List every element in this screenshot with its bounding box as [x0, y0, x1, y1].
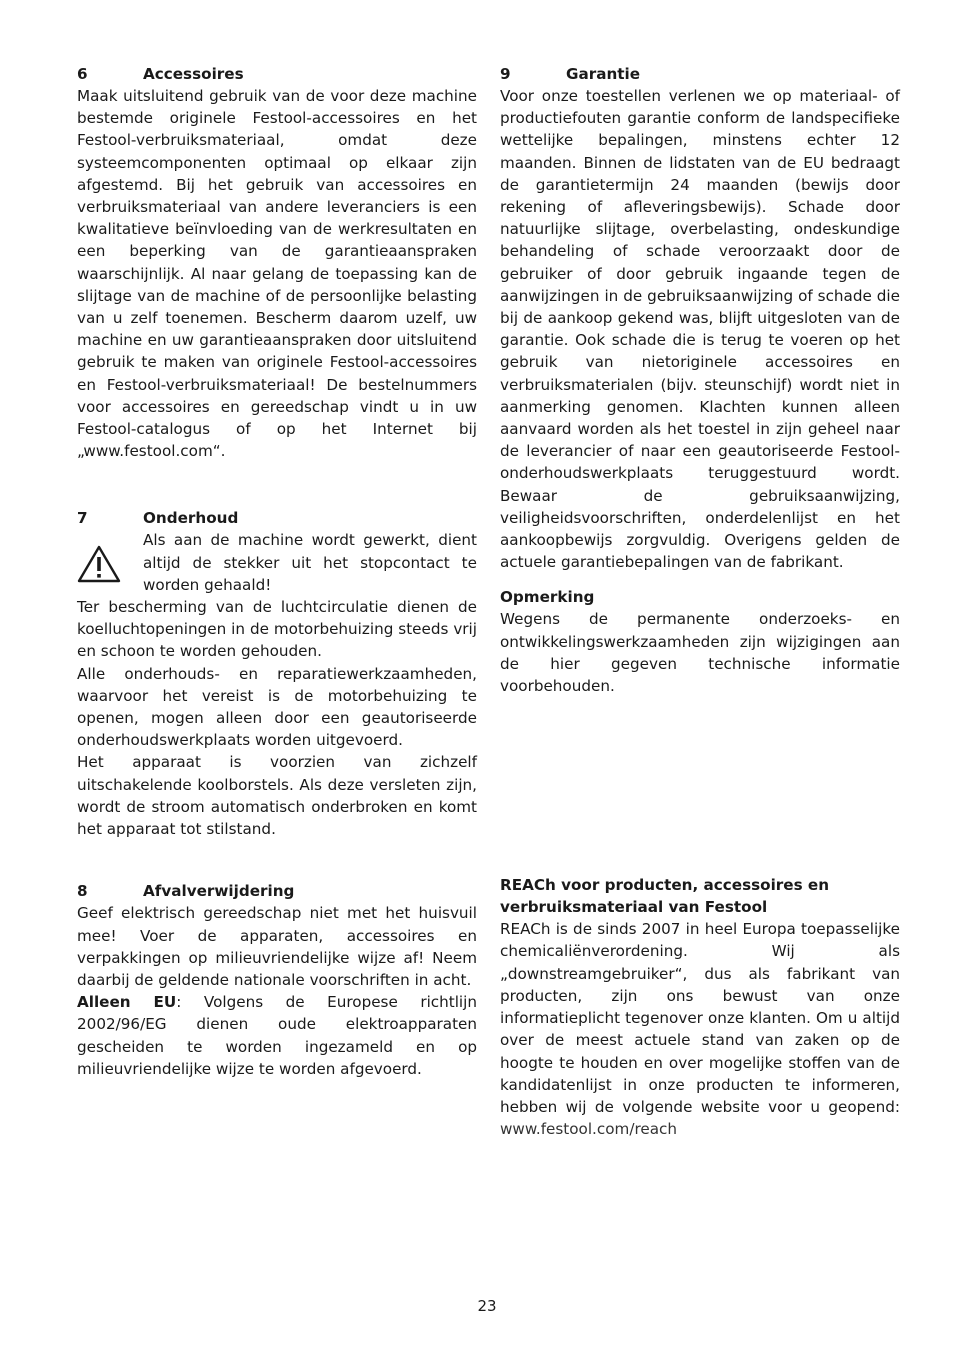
- section-6-body: Maak uitsluitend gebruik van de voor deze machine bestemde originele Festool-accessoires en het Festool-verbruiksmateriaal, omdat deze systeemcomponenten optimaal op elkaar zijn afgestemd. Bij het gebruik van accessoires en verbruiksmateriaal van andere leveranciers is een kwalitatieve beïnvloeding van de werkresultaten en een beperking van de garantieaanspraken waarschijnlijk. Al naar gelang de toepassing kan de slijtage van de machine of de persoonlijke belasting van u zelf toenemen. Bescherm daarom uzelf, uw machine en uw garantieaanspraken door uitsluitend gebruik te maken van originele Festool-accessoires en Festool-verbruiksmateriaal! De bestelnummers voor accessoires en gereedschap vindt u in uw Festool-catalogus of op het Internet bij „www.festool.com“.: [77, 87, 477, 461]
- section-number: 7: [77, 509, 88, 528]
- eu-label: Alleen EU: [77, 993, 177, 1012]
- reach-heading: REACh voor producten, accessoires en verbruiksmateriaal van Festool: [500, 876, 830, 917]
- warning-notice: [77, 529, 477, 596]
- section-7-heading: [77, 507, 477, 529]
- right-column: [500, 63, 900, 1140]
- section-title: Garantie: [566, 65, 641, 83]
- section-title: Afvalverwijdering: [143, 882, 295, 901]
- section-title: Accessoires: [143, 65, 244, 83]
- section-9-body: Voor onze toestellen verlenen we op materiaal- of productiefouten garantie conform de landspecifieke wettelijke bepalingen, minstens echter 12 maanden. Binnen de lidstaten van de EU bedraagt de garantietermijn 24 maanden (bewijs door rekening of afleveringsbewijs). Schade door natuurlijke slijtage, overbelasting, ondeskundige behandeling of schade veroorzaakt door de gebruiker of door gebruik ingaande tegen de aanwijzingen in de gebruiksaanwijzing of schade die bij de aankoop gekend was, blijft uitgesloten van de garantie. Ook schade die is terug te voeren op het gebruik van nietoriginele accessoires en verbruiksmaterialen (bijv. steunschijf) wordt niet in aanmerking genomen. Klachten kunnen alleen aanvaard worden als het toestel in zijn geheel naar de leverancier of naar een geautoriseerde Festool-onderhoudswerkplaats teruggestuurd wordt. Bewaar de gebruiksaanwijzing, veiligheidsvoorschriften, onderdelenlijst en het aankoopbewijs zorgvuldig. Overigens gelden de actuele garantiebepalingen van de fabrikant.: [500, 87, 900, 572]
- section-8-heading: [77, 880, 477, 902]
- section-8-p1: Geef elektrisch gereedschap niet met het huisvuil mee! Voer de apparaten, accessoires en verpakkingen op milieuvriendelijke wijze af! Neem daarbij de geldende nationale voorschriften in acht.: [77, 904, 477, 989]
- section-number: 9: [500, 65, 511, 83]
- eu-text: : Volgens de Europese richtlijn 2002/96/EG dienen oude elektroapparaten gescheiden te worden ingezameld en op milieuvriendelijke wijze te worden afgevoerd.: [77, 993, 478, 1078]
- warning-triangle-icon: [77, 529, 143, 587]
- reach-link[interactable]: www.festool.com/reach: [500, 1120, 677, 1139]
- section-7-p2: Alle onderhouds- en reparatiewerkzaamheden, waarvoor het vereist is de motorbehuizing te openen, mogen alleen door een geautoriseerde onderhoudswerkplaats worden uitgevoerd.: [77, 664, 477, 750]
- reach-body: [500, 918, 900, 1140]
- section-number: 8: [77, 882, 88, 901]
- warning-text: Als aan de machine wordt gewerkt, dient altijd de stekker uit het stopcontact te worden gehaald!: [143, 531, 477, 594]
- section-8-p2: [77, 991, 477, 1080]
- section-title: Onderhoud: [143, 509, 239, 528]
- section-9-heading: [500, 63, 900, 85]
- page-number: 23: [477, 1297, 497, 1315]
- reach-text: REACh is de sinds 2007 in heel Europa toepasselijke chemicaliënverordening. Wij als „downstreamgebruiker“, dus als fabrikant van producten, zijn ons bewust van onze informatieplicht tegenover onze klanten. Om u altijd over de meest actuele stand van zaken op de hoogte te houden en over mogelijke stoffen van de kandidatenlijst in onze producten te informeren, hebben wij de volgende website voor u geopend:: [500, 920, 900, 1116]
- left-column: [77, 63, 477, 1080]
- note-body: Wegens de permanente onderzoeks- en ontwikkelingswerkzaamheden zijn wijzigingen aan de hier gegeven technische informatie voorbehouden.: [500, 610, 900, 696]
- section-number: 6: [77, 65, 88, 83]
- section-6-heading: [77, 63, 477, 85]
- section-7-p1: Ter bescherming van de luchtcirculatie dienen de koelluchtopeningen in de motorbehuizing steeds vrij en schoon te worden gehouden.: [77, 598, 477, 661]
- section-7-p3: Het apparaat is voorzien van zichzelf uitschakelende koolborstels. Als deze versleten zijn, wordt de stroom automatisch onderbroken en komt het apparaat tot stilstand.: [77, 753, 477, 839]
- note-heading: Opmerking: [500, 588, 595, 607]
